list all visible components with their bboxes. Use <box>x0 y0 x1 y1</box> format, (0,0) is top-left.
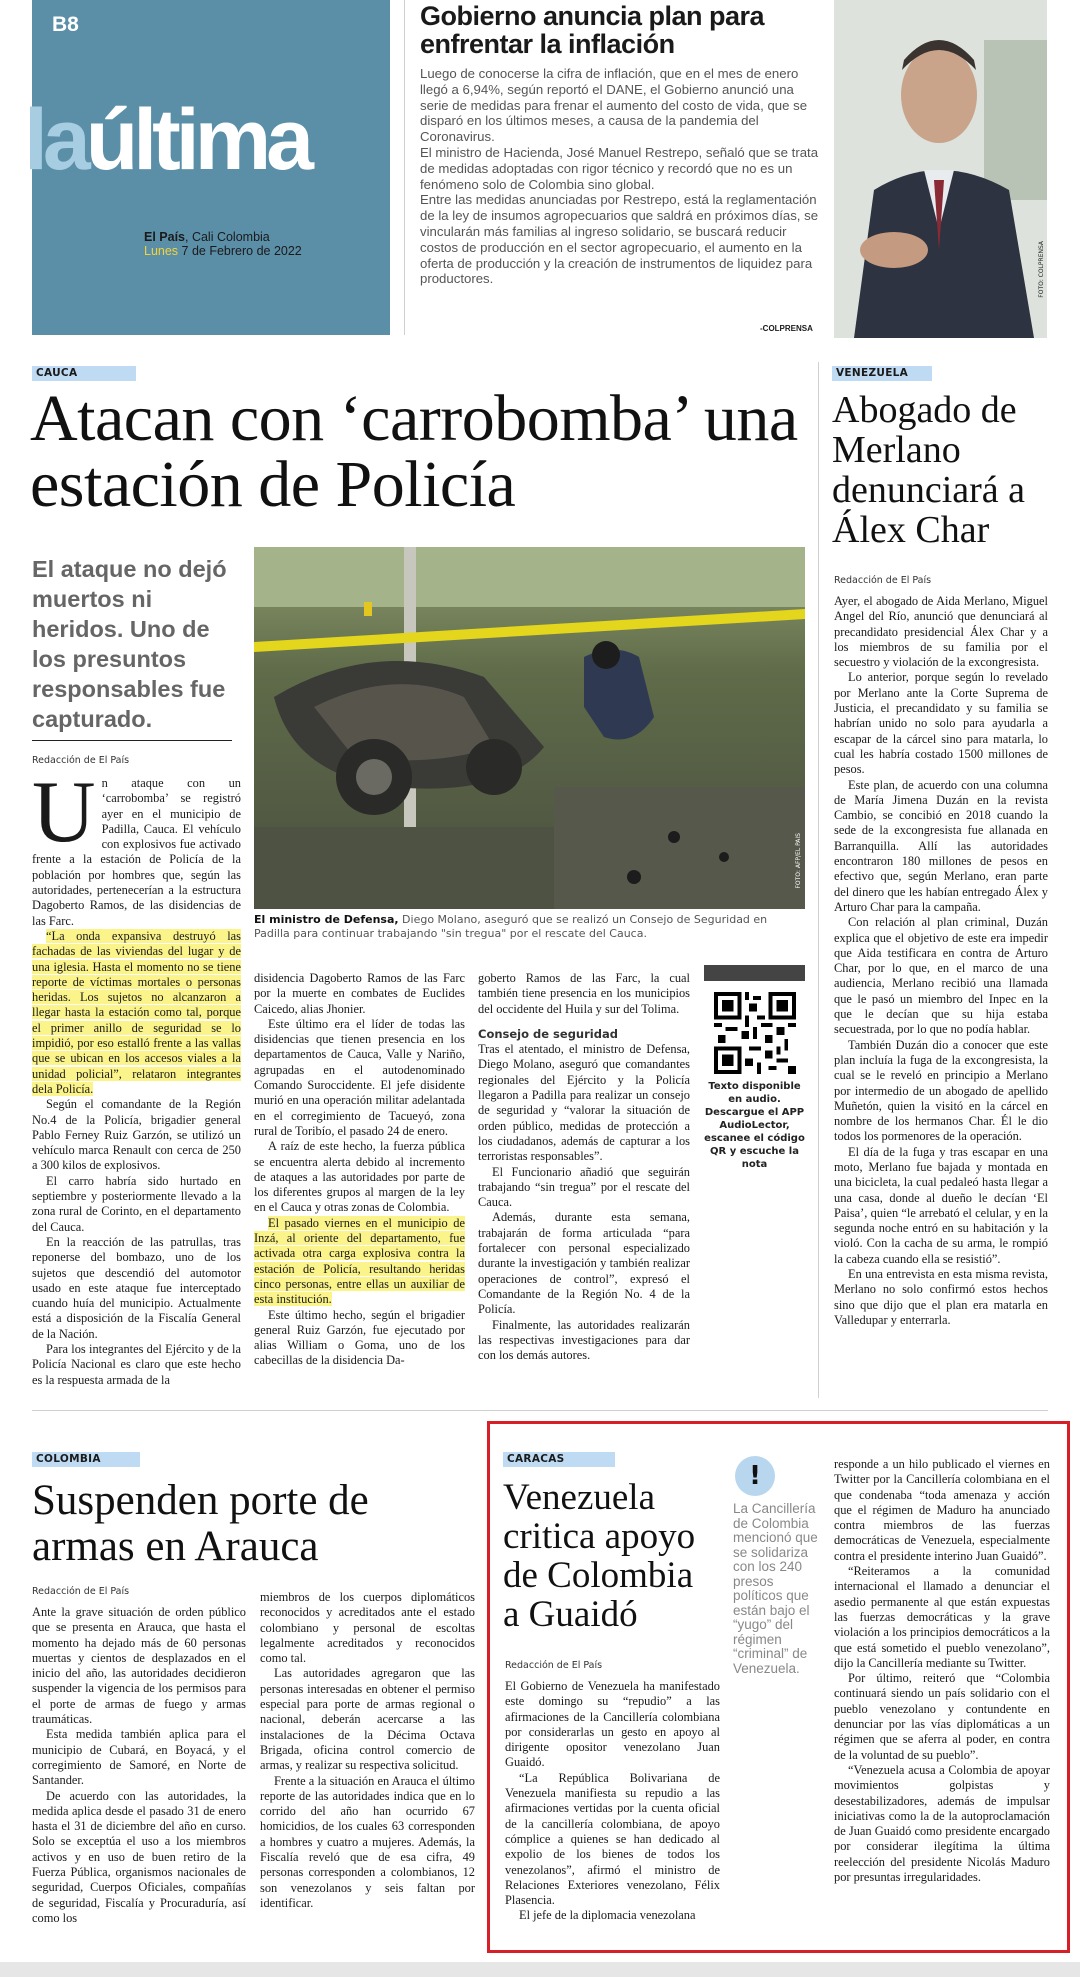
photo-caption-bold: El ministro de Defensa, <box>254 913 399 926</box>
bottom-left-paragraph: Esta medida también aplica para el municipio de Cubará, en Boyacá, y el corregimiento de Samoré, en Norte de Santander. <box>32 1727 246 1788</box>
side-paragraph: Este plan, de acuerdo con una columna de María Jimena Duzán en la revista Cambio, se concibió en 2018 cuando la sede de la excongresista fue allanada en Barranquilla. Allí las autoridades encontraron 180 millones de pesos en efectivo que, según Merlano, eran parte del dinero que les habían entregado Álex y Arturo Char para la campaña. <box>834 777 1048 914</box>
bottom-left-paragraph: miembros de los cuerpos diplomáticos reconocidos y acreditados ante el estado colombiano y personal de escoltas legalmente acreditados y reconocidos como tal. <box>260 1590 475 1666</box>
section-title <box>24 92 309 188</box>
consejo-subhead: Consejo de seguridad <box>478 1026 618 1041</box>
edition-day: Lunes <box>144 244 179 258</box>
paper-city: , Cali Colombia <box>185 230 270 244</box>
qr-code-icon <box>714 992 796 1074</box>
photo-caption <box>254 913 805 941</box>
main-col2-paragraph: disidencia Dagoberto Ramos de las Farc por la muerte en combates de Euclides Caicedo, alias Jhonier. <box>254 971 465 1016</box>
bottom-divider <box>32 1410 1048 1411</box>
main-photo-credit: FOTO: AFP/EL PAÍS <box>795 833 802 889</box>
section-title-ultima: última <box>85 92 309 188</box>
highlight-quote <box>32 929 241 1097</box>
top-story-credit: -COLPRENSA <box>760 324 813 333</box>
main-col2-paragraph: Este último hecho, según el brigadier general Ruiz Garzón, fue ejecutado por alias William o Goma, uno de los cabecillas de la disidencia Da- <box>254 1307 465 1368</box>
footer-band <box>0 1962 1080 1977</box>
bottom-left-col-2 <box>260 1590 475 1911</box>
main-col2-paragraph: A raíz de este hecho, la fuerza pública se encuentra alerta debido al incremento de ataques a las autoridades por parte de los diferentes grupos al margen de la ley en el Cauca y otras zonas de Colombia. <box>254 1139 465 1215</box>
side-paragraph: También Duzán dio a conocer que este plan incluía la fuga de la excongresista, la cual se le reveló en principio a Merlano por intermedio de un abogado de apellido Muñetón, quien la visitó en la cárcel en nombre de los hermanos Char. Él le dio todos los pormenores de la operación. <box>834 1037 1048 1144</box>
lead-paragraph <box>32 764 241 929</box>
side-paragraph: En una entrevista en esta misma revista, Merlano no solo confirmó estos hechos sino que dijo que el plan era matarla en Valledupar y enterrarla. <box>834 1267 1048 1327</box>
paper-name: El País <box>144 230 185 244</box>
main-col1-paragraph: El carro habría sido hurtado en septiembre y posteriormente llevado a la zona rural de Corinto, en el departamento del Cauca. <box>32 1173 241 1234</box>
tag-colombia: COLOMBIA <box>32 1452 140 1467</box>
top-story-paragraph: El ministro de Hacienda, José Manuel Restrepo, señaló que se trata de medidas adoptadas con rigor técnico y recordó que no es un fenómeno solo de Colombia sino global. <box>420 144 819 192</box>
photo-caption-text: Diego Molano, aseguró que se realizó un Consejo de Seguridad en Padilla para continuar trabajando "sin tregua" por el rescate del Cauca. <box>254 913 768 940</box>
main-col-1 <box>32 764 241 1388</box>
main-col3-paragraph: goberto Ramos de las Farc, la cual también tiene presencia en los municipios del occidente del Huila y sur del Tolima. <box>478 971 690 1016</box>
alert-icon: ! <box>735 1456 775 1496</box>
main-headline: Atacan con ‘carrobomba’ una estación de Policía <box>30 382 798 521</box>
bottom-left-paragraph: Las autoridades agregaron que las personas interesadas en obtener el permiso especial para porte de armas regional o nacional, deberán acercarse a las instalaciones de la Décima Octava Brigada, oficina control comercio de armas, y realizar su respectiva solicitud. <box>260 1666 475 1773</box>
bottom-left-paragraph: Frente a la situación en Arauca el último reporte de las autoridades indica que en lo corrido del año han ocurrido 67 homicidios, de los cuales 63 corresponden a hombres y cuatro a mujeres. Además, la Fiscalía reveló que de esa cifra, 49 personas corresponden a colombianos, 12 son venezolanos y seis faltan por identificar. <box>260 1773 475 1910</box>
main-col3-paragraph: Tras el atentado, el ministro de Defensa, Diego Molano, aseguró que comandantes regionales del Ejército y la Policía llegaron a Padilla para realizar un consejo de seguridad y “valorar la situación de orden público, medidas de protección a los ciudadanos, además de capturar a los terroristas responsables”. <box>478 1042 690 1164</box>
top-divider <box>404 0 405 335</box>
main-byline: Redacción de El País <box>32 755 130 766</box>
side-body <box>834 594 1048 1328</box>
main-col3-paragraph: Finalmente, las autoridades realizarán las respectivas investigaciones para dar con los demás autores. <box>478 1317 690 1363</box>
qr-caption: Texto disponible en audio. Descargue el APP AudioLector, escanee el código QR y escuche la nota <box>704 1081 805 1170</box>
bottom-right-paragraph: “Venezuela acusa a Colombia de apoyar movimientos golpistas y desestabilizadores, además de impulsar iniciativas como la de la autoproclamación de Juan Guaidó como presidente encargado por considerar ilegítima la última reelección del presidente Nicolás Maduro por presuntas irregularidades. <box>834 1762 1050 1885</box>
main-col1-paragraph: Según el comandante de la Región No.4 de la Policía, brigadier general Pablo Ferney Ruiz Garzón, se utilizó un vehículo marca Renault con cerca de 250 a 300 kilos de explosivos. <box>32 1097 241 1173</box>
main-col-3 <box>478 971 690 1363</box>
bottom-left-headline: Suspenden porte de armas en Arauca <box>32 1477 369 1570</box>
car-bomb-photo <box>254 547 805 909</box>
bottom-right-col-1 <box>505 1679 720 1924</box>
main-col3-paragraph: El Funcionario añadió que seguirán trabajando “sin tregua” por el rescate del Cauca. <box>478 1164 690 1210</box>
top-story-body <box>420 66 820 287</box>
bottom-left-paragraph: De acuerdo con las autoridades, la medida aplica desde el pasado 31 de enero hasta el 31 de diciembre del año en curso. Solo se exceptúa el uso a los miembros activos y en uso de buen retiro de la Fuerza Pública, organismos nacionales de seguridad, Cuerpos Oficiales, compañías de seguridad, Fiscalía y Procuraduría, así como los <box>32 1788 246 1925</box>
side-paragraph: El día de la fuga y tras escapar en una moto, Merlano fue bajada y montada en una bicicleta, la cual pedaleó hasta llegar a una casa, donde al dueño le decían ‘El Paisa’, quien “le arrebató el celular, y en la segunda noche entró en su habitación y la violó. Con la cacha de su arma, le rompió la cabeza cuando ella se resistió”. <box>834 1144 1048 1266</box>
bottom-right-col-2 <box>834 1457 1050 1885</box>
tag-venezuela: VENEZUELA <box>832 366 932 381</box>
edition-date-text: 7 de Febrero de 2022 <box>178 244 302 258</box>
main-col-2 <box>254 971 465 1369</box>
bottom-right-paragraph: El jefe de la diplomacia venezolana <box>519 1908 696 1923</box>
side-paragraph: Lo anterior, porque según lo revelado por Merlano ante la Corte Suprema de Justicia, el precandidato y su familia se habrían unido no solo para ayudarla a escapar de la cárcel sino para matarla, lo cual les habría costado 1500 millones de pesos. <box>834 670 1048 777</box>
side-paragraph: Ayer, el abogado de Aida Merlano, Miguel Angel del Río, anunció que denunciará al precandidato presidencial Álex Char y a los miembros de su familia por el secuestro y violación de la excongresista. <box>834 594 1048 670</box>
edition-paper <box>144 230 302 244</box>
main-side-divider <box>818 362 819 1398</box>
edition-info <box>144 230 302 258</box>
drop-cap: U <box>32 764 96 861</box>
minister-photo-credit: FOTO: COLPRENSA <box>1038 241 1045 298</box>
masthead <box>24 0 390 335</box>
top-story-paragraph: Luego de conocerse la cifra de inflación, que en el mes de enero llegó a 6,94%, según reportó el DANE, el Gobierno anunció una serie de medidas para frenar el aumento del costo de vida, que se disparó en los últimos meses, a causa de la pandemia del Coronavirus. <box>420 66 808 145</box>
bottom-right-byline: Redacción de El País <box>505 1660 603 1671</box>
sidebar-note: La Cancillería de Colombia mencionó que se solidariza con los 240 presos políticos que están bajo el “yugo” del régimen “criminal” de Venezuela. <box>733 1501 818 1676</box>
minister-figure <box>834 0 1047 338</box>
bottom-right-headline: Venezuela critica apoyo de Colombia a Guaidó <box>503 1477 696 1635</box>
minister-photo <box>834 0 1047 338</box>
bottom-right-paragraph: “Reiteramos a la comunidad internacional el llamado a denunciar el asedio permanente al que están expuestas las fuerzas democráticas y la grave violación a los principios democráticos a la que está sometido el pueblo venezolano”, dijo la Cancillería mediante su Twitter. <box>834 1564 1050 1670</box>
bottom-left-col-1 <box>32 1605 246 1926</box>
main-col2-highlight-text: El pasado viernes en el municipio de Inzá, al oriente del departamento, fue activada otra carga explosiva contra la estación de Policía, resultando heridas cinco personas, entre ellas un auxiliar de esta institución. <box>254 1215 465 1307</box>
page-number: B8 <box>52 13 79 36</box>
lead-text: n ataque con un ‘carrobomba’ se registró ayer en el municipio de Padilla, Cauca. El vehículo con explosivos fue activado frente a la estación de Policía de la población por hombres que, según las autoridades, pertenecerían a la estructura Dagoberto Ramos, de las disidencias de las Farc. <box>32 776 241 928</box>
section-title-la: la <box>24 92 86 188</box>
bottom-right-paragraph: El Gobierno de Venezuela ha manifestado este domingo su “repudio” a las afirmaciones de la Cancillería colombiana por considerarlas un gesto en apoyo al dirigente opositor venezolano Juan Guaidó. <box>505 1679 720 1770</box>
top-story-paragraph: Entre las medidas anunciadas por Restrepo, está la reglamentación de la ley de insumos agropecuarios que saldrá en próximos días, se vincularán más familias al ingreso solidario, se buscará reducir costos de producción en el sector agropecuario, el aumento en la oferta de producción y la creación de instrumentos de liquidez para productores. <box>420 192 819 287</box>
main-col2-paragraph: Este último era el líder de todas las disidencias que tienen presencia en los departamentos de Cauca, Valle y Nariño, agrupadas en el autodenominado Comando Suroccidente. El jefe disidente murió en una operación militar adelantada en el corregimiento de Tacueyó, zona rural de Toribío, el pasado 24 de enero. <box>254 1016 465 1138</box>
main-col1-paragraph: Para los integrantes del Ejército y de la Policía Nacional es claro que este hecho es la respuesta armada de la <box>32 1341 241 1387</box>
edition-date <box>144 244 302 258</box>
main-col3-paragraph: Además, durante esta semana, trabajarán de forma articulada “para fortalecer con personal especializado durante la investigación y también realizar operaciones de control”, expresó el Comandante de la Región No. 4 de la Policía. <box>478 1210 690 1317</box>
qr-code[interactable] <box>714 992 796 1074</box>
qr-box <box>704 965 805 1171</box>
bottom-left-byline: Redacción de El País <box>32 1586 130 1597</box>
side-paragraph: Con relación al plan criminal, Duzán explica que el objetivo de este era impedir que Aida testificara en contra de Arturo Char, por lo que, en el marco de una audiencia, Merlano recibió una llamada que le pasó un miembro del Inpec en la que le decían que su hija estaba secuestrada, por lo que no podía hablar. <box>834 915 1048 1037</box>
highlight-quote-text: “La onda expansiva destruyó las fachadas de las viviendas del lugar y de una iglesia. Hasta el momento no se tiene reporte de víctimas mortales o personas heridas. Los sujetos no alcanzaron a llegar hasta la estación como tal, porque el primer anillo de seguridad se lo impidió, por eso estalló frente a las vallas que se ubican en los accesos viales a la unidad policial”, relataron integrantes dela Policía. <box>32 928 241 1096</box>
tag-cauca: CAUCA <box>32 366 136 381</box>
main-deck: El ataque no dejó muertos ni heridos. Uno de los presuntos responsables fue capturado. <box>32 556 227 732</box>
bottom-left-paragraph: Ante la grave situación de orden público que se presenta en Arauca, que hasta el momento ha dejado más de 60 personas muertas y cientos de desplazados en el inicio del año, las autoridades decidieron suspender la vigencia de los permisos para el porte de armas de fuego y armas traumáticas. <box>32 1605 246 1727</box>
car-bomb-scene <box>254 547 805 909</box>
deck-underline <box>32 740 232 741</box>
bottom-right-paragraph: responde a un hilo publicado el viernes en Twitter por la Cancillería colombiana en el que condenaba “toda amenaza y acción que el régimen de Maduro ha anunciado contra miembros de las fuerzas democráticas de Venezuela, especialmente contra el presidente interino Juan Guaidó”. <box>834 1457 1050 1563</box>
main-col2-highlight <box>254 1216 465 1308</box>
tag-caracas: CARACAS <box>503 1452 615 1467</box>
bottom-right-paragraph: Por último, reiteró que “Colombia continuará siendo un país solidario con el pueblo venezolano y contundente en denunciar por las vías diplomáticas a un régimen que se aferra al poder, en contra de la voluntad de su pueblo”. <box>834 1671 1050 1762</box>
main-col1-paragraph: En la reacción de las patrullas, tras reponerse del bombazo, uno de los sujetos que descendió del automotor usado en este ataque fue interceptado cuando huía del municipio. Actualmente está a disposición de la Fiscalía General de la Nación. <box>32 1234 241 1341</box>
side-headline: Abogado de Merlano denunciará a Álex Char <box>832 389 1026 551</box>
bottom-right-paragraph: “La República Bolivariana de Venezuela manifiesta su repudio a las afirmaciones vertidas por la cuenta oficial de la cancillería colombiana, de apoyo cómplice a quienes se han dedicado al expolio de los bienes de todos los venezolanos”, afirmó el ministro de Relaciones Exteriores venezolano, Félix Plasencia. <box>505 1770 720 1908</box>
qr-box-top-bar <box>704 965 805 981</box>
top-story-headline: Gobierno anuncia plan para enfrentar la inflación <box>420 1 765 59</box>
side-byline: Redacción de El País <box>834 575 932 586</box>
